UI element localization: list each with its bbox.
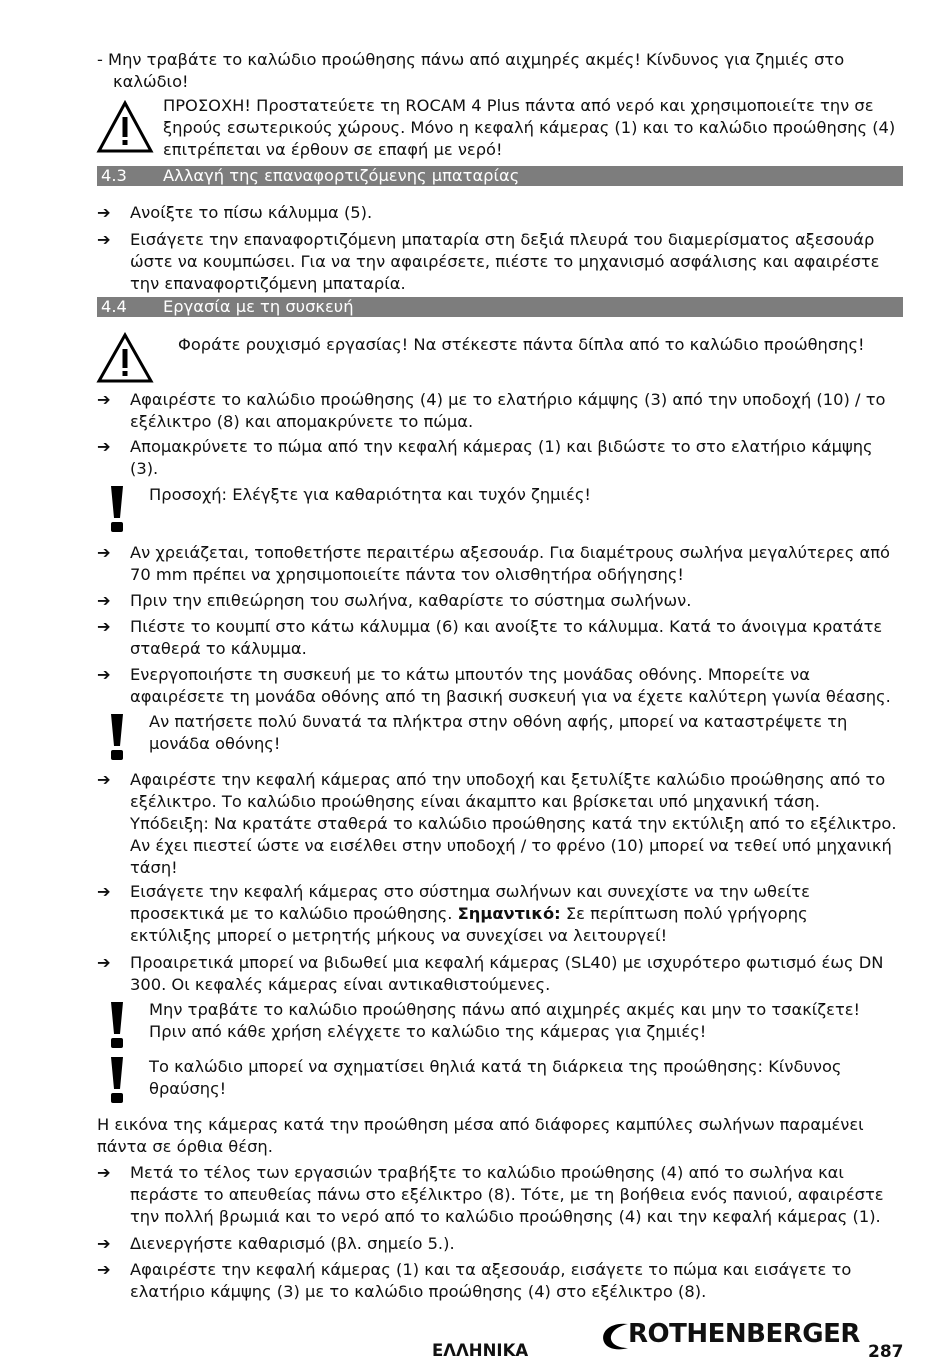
step-line: την επαναφορτιζόμενη μπαταρία. [130, 274, 406, 293]
step-line: Αφαιρέστε την κεφαλή κάμερας (1) και τα αξεσουάρ, εισάγετε το πώμα και εισάγετε το [130, 1260, 852, 1279]
note-text: Προσοχή: Ελέγξτε για καθαριότητα και τυχόν ζημιές! [149, 485, 591, 504]
section-number: 4.3 [101, 166, 127, 185]
step-line: 300. Οι κεφαλές κάμερας είναι αντικαθιστούμενες. [130, 975, 551, 994]
step-line [130, 903, 810, 925]
arrow-icon: ➔ [97, 543, 111, 562]
arrow-icon: ➔ [97, 1260, 111, 1279]
step-text [130, 881, 810, 947]
paragraph-line: Η εικόνα της κάμερας κατά την προώθηση μέσα από διάφορες καμπύλες σωλήνων παραμένει [97, 1115, 864, 1134]
arrow-icon: ➔ [97, 591, 111, 610]
arrow-icon: ➔ [97, 665, 111, 684]
arrow-icon: ➔ [97, 1163, 111, 1182]
page-number: 287 [868, 1342, 904, 1362]
footer-language: ΕΛΛΗΝΙΚΑ [432, 1341, 529, 1360]
step-line: εξέλικτρο (8) και απομακρύνετε το πώμα. [130, 412, 474, 431]
step-text: Πριν την επιθεώρηση του σωλήνα, καθαρίστε το σύστημα σωλήνων. [130, 591, 692, 610]
step-line: Εισάγετε την επαναφορτιζόμενη μπαταρία στη δεξιά πλευρά του διαμερίσματος αξεσουάρ [130, 230, 875, 249]
step-line: ώστε να κουμπώσει. Για να την αφαιρέσετε, πιέστε το μηχανισμό ασφάλισης και αφαιρέστε [130, 252, 880, 271]
step-line: εξέλικτρο. Το καλώδιο προώθησης είναι άκαμπτο και βρίσκεται υπό μηχανική τάση. [130, 792, 820, 811]
step-line: περάστε το απευθείας πάνω στο εξέλικτρο (8). Τότε, με τη βοήθεια ενός πανιού, αφαιρέστε [130, 1185, 884, 1204]
brand-name: ROTHENBERGER [628, 1319, 860, 1349]
step-line: Υπόδειξη: Να κρατάτε σταθερά το καλώδιο προώθησης κατά την εκτύλιξη από το εξέλικτρο. [130, 814, 897, 833]
step-line: Προαιρετικά μπορεί να βιδωθεί μια κεφαλή κάμερας (SL40) με ισχυρότερο φωτισμό έως DN [130, 953, 884, 972]
arrow-icon: ➔ [97, 882, 111, 901]
step-text [130, 1162, 884, 1228]
note-line: μονάδα οθόνης! [149, 734, 281, 753]
caution-line: ξηρούς εσωτερικούς χώρους. Μόνο η κεφαλή κάμερας (1) και το καλώδιο προώθησης (4) [163, 118, 896, 137]
note-text [149, 1056, 842, 1100]
paragraph-line: πάντα σε όρθια θέση. [97, 1137, 273, 1156]
step-text [130, 616, 882, 660]
step-text [130, 952, 883, 996]
paragraph [97, 1114, 864, 1158]
step-line: Αν έχει πιεστεί ώστε να εισέλθει στην υποδοχή / το φρένο (10) μπορεί να τεθεί υπό μηχανική [130, 836, 892, 855]
step-text [130, 1259, 851, 1303]
arrow-icon: ➔ [97, 437, 111, 456]
step-text [130, 542, 890, 586]
step-line: την πολλή βρωμιά και το νερό από το καλώδιο προώθησης (4) και την κεφαλή κάμερας (1). [130, 1207, 881, 1226]
section-heading-4-4 [97, 297, 903, 317]
arrow-icon: ➔ [97, 617, 111, 636]
note-line: Το καλώδιο μπορεί να σχηματίσει θηλιά κατά τη διάρκεια της προώθησης: Κίνδυνος [149, 1057, 842, 1076]
section-heading-4-3 [97, 166, 903, 186]
step-text: Διενεργήστε καθαρισμό (βλ. σημείο 5.). [130, 1234, 455, 1253]
step-line: Πιέστε το κουμπί στο κάτω κάλυμμα (6) και ανοίξτε το κάλυμμα. Κατά το άνοιγμα κρατάτε [130, 617, 883, 636]
warning-triangle-icon [96, 332, 154, 384]
step-line: ελατήριο κάμψης (3) με το καλώδιο προώθησης (4) στο εξέλικτρο (8). [130, 1282, 707, 1301]
caution-line: ΠΡΟΣΟΧΗ! Προστατεύετε τη ROCAM 4 Plus πάντα από νερό και χρησιμοποιείτε την σε [163, 96, 874, 115]
step-line: εκτύλιξης μπορεί ο μετρητής μήκους να συνεχίσει να λειτουργεί! [130, 926, 668, 945]
step-line: αφαιρέσετε τη μονάδα οθόνης από τη βασική συσκευή για να έχετε καλύτερη γωνία θέασης. [130, 687, 891, 706]
step-line: Εισάγετε την κεφαλή κάμερας στο σύστημα σωλήνων και συνεχίστε να την ωθείτε [130, 882, 810, 901]
step-line: (3). [130, 459, 159, 478]
note-line: Μην τραβάτε το καλώδιο προώθησης πάνω από αιχμηρές ακμές και μην το τσακίζετε! [149, 1000, 861, 1019]
arrow-icon: ➔ [97, 203, 111, 222]
step-line: 70 mm πρέπει να χρησιμοποιείτε πάντα τον ολισθητήρα οδήγησης! [130, 565, 684, 584]
exclamation-icon [108, 1055, 126, 1105]
step-line: Αφαιρέστε την κεφαλή κάμερας από την υποδοχή και ξετυλίξτε καλώδιο προώθησης από το [130, 770, 886, 789]
caution-block [163, 95, 895, 161]
step-text [130, 664, 891, 708]
step-text [130, 229, 880, 295]
section-number: 4.4 [101, 297, 127, 316]
exclamation-icon [108, 1000, 126, 1050]
arrow-icon: ➔ [97, 1234, 111, 1253]
important-label: Σημαντικό: [457, 904, 561, 923]
step-line: Αν χρειάζεται, τοποθετήστε περαιτέρω αξεσουάρ. Για διαμέτρους σωλήνα μεγαλύτερες από [130, 543, 890, 562]
step-line: σταθερά το κάλυμμα. [130, 639, 307, 658]
step-text [130, 389, 885, 433]
step-text-part: προσεκτικά με το καλώδιο προώθησης. [130, 904, 458, 923]
note-line: Πριν από κάθε χρήση ελέγχετε το καλώδιο της κάμερας για ζημιές! [149, 1022, 707, 1041]
arrow-icon: ➔ [97, 390, 111, 409]
note-text [149, 711, 847, 755]
step-text-part: Σε περίπτωση πολύ γρήγορης [560, 904, 808, 923]
step-line: Ενεργοποιήστε τη συσκευή με το κάτω μπουτόν της μονάδας οθόνης. Μπορείτε να [130, 665, 810, 684]
intro-bullet [97, 49, 844, 93]
intro-bullet-line: - Μην τραβάτε το καλώδιο προώθησης πάνω από αιχμηρές ακμές! Κίνδυνος για ζημιές στο [97, 50, 845, 69]
section-title: Εργασία με τη συσκευή [163, 297, 354, 316]
arrow-icon: ➔ [97, 953, 111, 972]
step-line: τάση! [130, 858, 178, 877]
step-text [130, 436, 873, 480]
note-text [149, 999, 860, 1043]
arrow-icon: ➔ [97, 230, 111, 249]
step-text: Ανοίξτε το πίσω κάλυμμα (5). [130, 203, 373, 222]
rothenberger-logo [598, 1318, 860, 1356]
note-line: θραύσης! [149, 1079, 227, 1098]
arrow-icon: ➔ [97, 770, 111, 789]
section-title: Αλλαγή της επαναφορτιζόμενης μπαταρίας [163, 166, 520, 185]
warning-triangle-icon [96, 100, 154, 154]
intro-bullet-line: καλώδιο! [113, 72, 189, 91]
step-text [130, 769, 897, 879]
warning-text: Φοράτε ρουχισμό εργασίας! Να στέκεστε πάντα δίπλα από το καλώδιο προώθησης! [178, 335, 865, 354]
step-line: Απομακρύνετε το πώμα από την κεφαλή κάμερας (1) και βιδώστε το στο ελατήριο κάμψης [130, 437, 873, 456]
step-line: Μετά το τέλος των εργασιών τραβήξτε το καλώδιο προώθησης (4) από το σωλήνα και [130, 1163, 844, 1182]
caution-line: επιτρέπεται να έρθουν σε επαφή με νερό! [163, 140, 503, 159]
step-line: Αφαιρέστε το καλώδιο προώθησης (4) με το ελατήριο κάμψης (3) από την υποδοχή (10) / το [130, 390, 886, 409]
note-line: Αν πατήσετε πολύ δυνατά τα πλήκτρα στην οθόνη αφής, μπορεί να καταστρέψετε τη [149, 712, 848, 731]
exclamation-icon [108, 712, 126, 762]
exclamation-icon [108, 484, 126, 534]
